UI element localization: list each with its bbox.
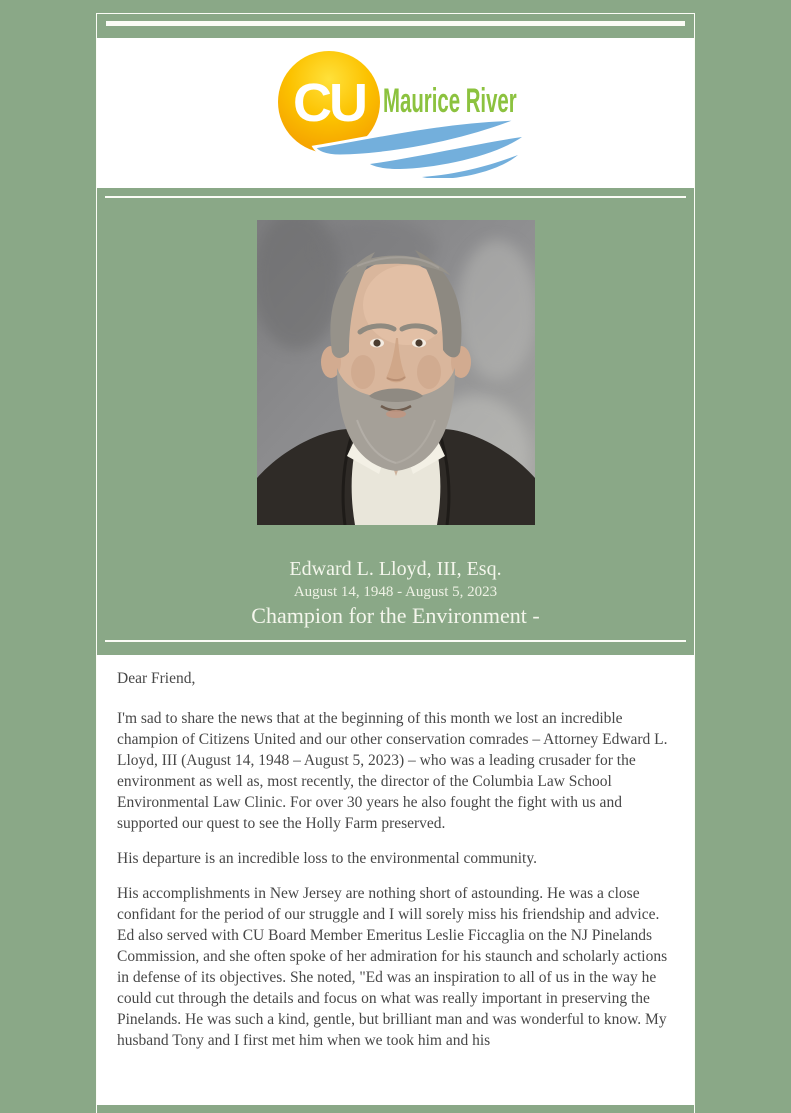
portrait-photo xyxy=(257,220,535,525)
letter-salutation: Dear Friend, xyxy=(117,670,196,687)
top-divider-bar xyxy=(106,21,685,26)
email-container xyxy=(96,13,695,1113)
memorial-name: Edward L. Lloyd, III, Esq. xyxy=(289,558,502,580)
divider-under-memorial xyxy=(105,640,686,642)
letter-body xyxy=(97,655,694,1105)
logo-org-name xyxy=(383,82,517,120)
divider-under-header xyxy=(105,196,686,198)
memorial-section xyxy=(97,220,694,629)
letter-paragraph: His accomplishments in New Jersey are nothing short of astounding. He was a close confidant for the period of our struggle and I will sorely miss his friendship and advice. Ed also served with CU Board Member Emeritus Leslie Ficcaglia on the NJ Pinelands Commission, and she often spoke of her admiration for his staunch and scholarly actions in defense of its objectives. She noted, "Ed was an inspiration to all of us in the way he could cut through the details and focus on what was really important in preserving the Pinelands. He was such a kind, gentle, but brilliant man and was wonderful to know. My husband Tony and I first met him when we took him and his xyxy=(117,885,668,1049)
logo-monogram: CU xyxy=(292,73,365,133)
svg-text:Maurice River: Maurice River xyxy=(382,81,517,120)
letter-paragraph: His departure is an incredible loss to the environmental community. xyxy=(117,850,537,867)
memorial-dates: August 14, 1948 - August 5, 2023 xyxy=(293,584,498,600)
cu-maurice-river-logo[interactable] xyxy=(270,48,522,178)
portrait-illustration xyxy=(257,220,535,525)
letter-paragraph: I'm sad to share the news that at the beginning of this month we lost an incredible champion of Citizens United and our other conservation comrades – Attorney Edward L. Lloyd, III (August 14, 1948 – August 5, 2023) – who was a leading crusader for the environment as well as, most recently, the director of the Columbia Law School Environmental Law Clinic. For over 30 years he also fought the fight with us and supported our quest to see the Holly Farm preserved. xyxy=(117,710,668,832)
memorial-tagline: Champion for the Environment - xyxy=(251,603,540,628)
header-block xyxy=(97,38,694,188)
page xyxy=(0,13,791,1049)
